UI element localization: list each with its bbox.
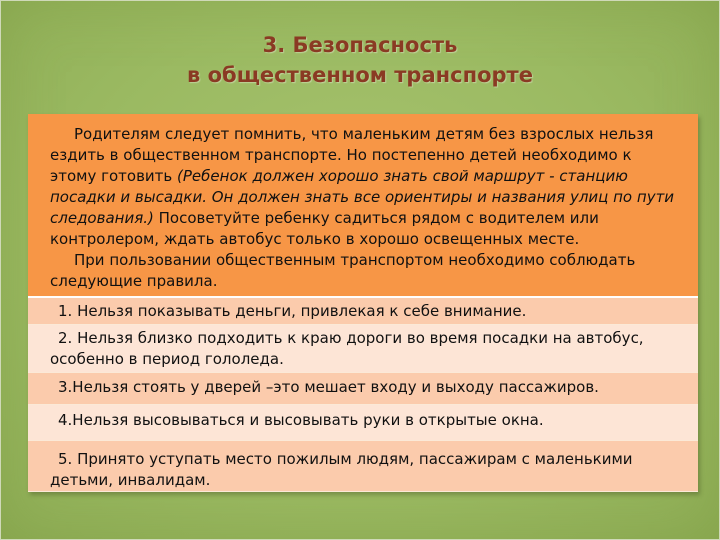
title-line-2: в общественном транспорте <box>187 63 533 87</box>
intro-text-a: Родителям следует помнить, что маленьким детям без взрослых нельзя ездить в общественном транспорте. Но постепенно детей необходимо к этому готовить <box>50 125 654 185</box>
rule-text-3: 3.Нельзя стоять у дверей –это мешает входу и выходу пассажиров. <box>58 378 599 396</box>
rule-text-4: 4.Нельзя высовываться и высовывать руки в открытые окна. <box>58 411 544 429</box>
slide-title <box>60 30 660 90</box>
rule-row-1 <box>28 298 698 325</box>
intro-paragraph-1 <box>50 124 676 250</box>
rule-text-1: 1. Нельзя показывать деньги, привлекая к себе внимание. <box>58 302 527 320</box>
rule-row-2 <box>28 325 698 373</box>
rule-text-5: 5. Принято уступать место пожилым людям, пассажирам с маленькими детьми, инвалидам. <box>50 450 633 489</box>
intro-text-italic: (Ребенок должен хорошо знать свой маршрут - станцию посадки и высадки. Он должен знать все ориентиры и названия улиц по пути следования.) <box>50 167 675 227</box>
intro-text-b: Посоветуйте ребенку садиться рядом с водителем или контролером, ждать автобус только в хорошо освещенных месте. <box>50 209 599 248</box>
rule-row-3 <box>28 373 698 405</box>
rule-row-4 <box>28 405 698 441</box>
intro-cell <box>28 114 698 298</box>
intro-paragraph-2: При пользовании общественным транспортом необходимо соблюдать следующие правила. <box>50 251 636 290</box>
rule-text-2: 2. Нельзя близко подходить к краю дороги во время посадки на автобус, особенно в период гололеда. <box>50 329 644 368</box>
title-line-1: 3. Безопасность <box>262 33 458 57</box>
rules-table <box>28 114 698 492</box>
rule-row-5 <box>28 441 698 492</box>
